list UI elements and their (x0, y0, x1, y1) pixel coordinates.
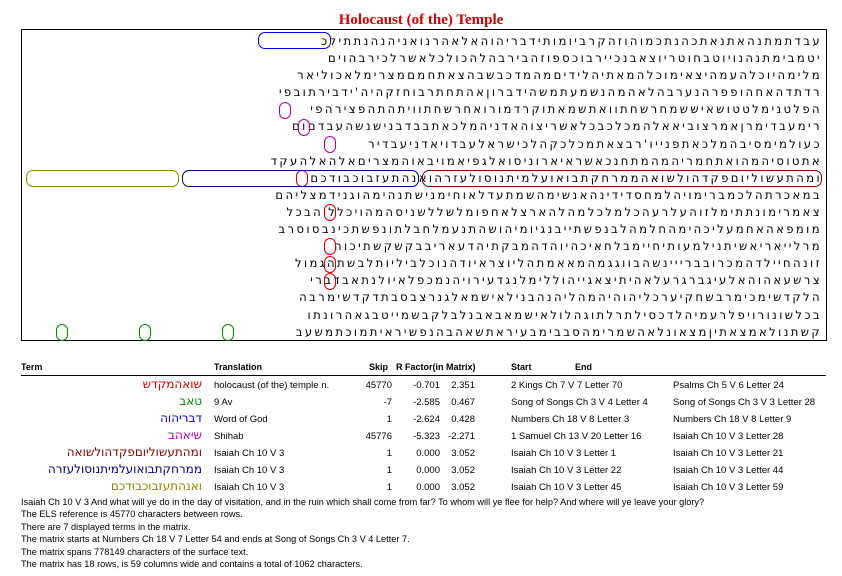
r-factor-cell: 0.000 (416, 482, 440, 493)
notes-block (21, 496, 831, 570)
start-cell: Isaiah Ch 10 V 3 Letter 22 (511, 465, 622, 476)
skip-cell: 1 (386, 414, 392, 425)
r-factor-matrix-cell: -2.271 (448, 431, 475, 442)
matrix-row: מרלייאריאשיתנילמעותיחיימבלחאיכהיוהדהמבקתיהדעאריבבקשקשתיכוה (334, 239, 822, 254)
term-cell: ומהתעשוליוםפקדהולשואה (66, 445, 202, 459)
matrix-row: הלקדשימכימרבשחקיערכליהוהיהמהליהנהבנילאישמאלגנרצבסבתדקדשימרבה (299, 290, 822, 305)
r-factor-cell: -2.624 (413, 414, 440, 425)
end-cell: Song of Songs Ch 3 V 3 Letter 28 (673, 397, 816, 408)
matrix-row: צרשעאהוהאלעיגברגרעלאהיתיצאגייהוללימלנגדעירויהנמכפלאיולנתאבדברי (310, 273, 822, 288)
matrix-row: אתטוסיהמהואתחמריהמהמתחנכאשראיארוניסואלגפיאמויבאוהמצריםאלהאלהעקד (270, 153, 822, 168)
note-line: The matrix spans 778149 characters of the surface text. (21, 546, 249, 557)
note-line: The matrix has 18 rows, is 59 columns wide and contains a total of 1062 characters. (21, 559, 363, 570)
skip-cell: -7 (383, 397, 392, 408)
column-header-end: End (575, 362, 592, 372)
r-factor-cell: 0.000 (416, 465, 440, 476)
r-factor-matrix-cell: 0.467 (451, 397, 475, 408)
end-cell: Isaiah Ch 10 V 3 Letter 44 (673, 465, 784, 476)
table-header (0, 362, 842, 376)
r-factor-cell: -2.585 (413, 397, 440, 408)
table-row (0, 411, 842, 429)
start-cell: 2 Kings Ch 7 V 7 Letter 70 (511, 380, 623, 391)
matrix-row: קשתנולאמצאתיןמצאונלאהשמרימהסבבימבעיראתשאהבהנפשיראיתמוכתמשעב (295, 324, 822, 339)
matrix-row: עבדתמתנהאתנאתכהנתכמוהוזהקרביומותידבריהוהאלאהרנואניהנהנתתילכ (321, 34, 822, 48)
r-factor-cell: -0.701 (413, 380, 440, 391)
table-row (0, 445, 842, 463)
translation-cell: Isaiah Ch 10 V 3 (214, 482, 285, 493)
table-row (0, 394, 842, 412)
start-cell: Song of Songs Ch 3 V 4 Letter 4 (511, 397, 648, 408)
matrix-row: בכלשונורויפלרעמיהלדכסילתרלתוגהלולאישמאבאבנלבלקבשמייטבגאהרונתו (307, 307, 822, 322)
term-cell: דבריהוה (160, 411, 202, 425)
start-cell: Isaiah Ch 10 V 3 Letter 45 (511, 482, 622, 493)
end-cell: Psalms Ch 5 V 6 Letter 24 (673, 380, 784, 391)
end-cell: Isaiah Ch 10 V 3 Letter 21 (673, 448, 784, 459)
matrix-row: רדתדהאחהופפרהנערבהלאהמהנשמעתמשהידברוןאהתחתרבוחזקהיה'ידבירתובפי (278, 85, 822, 100)
column-header-translation: Translation (214, 362, 263, 372)
r-factor-matrix-cell: 3.052 (451, 482, 475, 493)
skip-cell: 1 (386, 465, 392, 476)
table-row (0, 428, 842, 446)
term-cell: שיאהב (168, 428, 202, 442)
translation-cell: 9 Av (214, 397, 233, 408)
skip-cell: 45770 (365, 380, 392, 391)
matrix-row: ומהתעשוליוםפקדהולשואהממרחקתבואועלמיתנוסולעזרהואנהתעזבוכבודכם (310, 170, 822, 185)
end-cell: Numbers Ch 18 V 8 Letter 9 (673, 414, 792, 425)
header-divider (21, 375, 826, 376)
matrix-row: יטמבימתנהנויוטבחוטריוצאבנכיירבוכספוזהבירבהלהכולכלאשרלכירבהוים (327, 51, 822, 66)
translation-cell: holocaust (of the) temple n. (214, 380, 330, 391)
end-cell: Isaiah Ch 10 V 3 Letter 59 (673, 482, 784, 493)
r-factor-cell: 0.000 (416, 448, 440, 459)
r-factor-cell: -5.323 (413, 431, 440, 442)
matrix-rows (26, 33, 822, 341)
note-line: The ELS reference is 45770 characters between rows. (21, 509, 243, 520)
term-cell: ממרחקתבואועלמיתנוסולעזרה (47, 462, 202, 476)
matrix-row: מומפאהאחמעליכהימהחלמהלבנפשתייבנגיומיהושהתנעמלחבלתונפשתכינבסוסרב (278, 222, 822, 237)
matrix-row: כעולמימסיבהמלכאתפנייו'רבצאתמכלכקהלכישראלעבדויאדניעבדיר (367, 136, 822, 151)
skip-cell: 1 (386, 448, 392, 459)
start-cell: 1 Samuel Ch 13 V 20 Letter 16 (511, 431, 642, 442)
skip-cell: 1 (386, 482, 392, 493)
note-line: Isaiah Ch 10 V 3 And what will ye do in the day of visitation, and in the ruin which shall come from far? To whom will ye flee for help? And where will ye leave your glory? (21, 497, 705, 507)
r-factor-matrix-cell: 0.428 (451, 414, 475, 425)
translation-cell: Shihab (214, 431, 244, 442)
term-cell: שואהמקדש (142, 377, 202, 391)
matrix-row: צאמרימונתתימלזוהעלרעהכלמלכלמהלהארצלאחפומלשללשניסהמהויכלליהבכל (286, 204, 822, 219)
table-row (0, 377, 842, 395)
term-cell: ואנהתעזבוכבודכם (110, 479, 202, 493)
column-header-skip: Skip (369, 362, 389, 372)
skip-cell: 45776 (365, 431, 392, 442)
end-cell: Isaiah Ch 10 V 3 Letter 28 (673, 431, 784, 442)
matrix-row: רימעבדימרןאמרצוביאאלהמכלכבכלאשריצוהאדניהמלכאתבבדבנישנשהעבדםום (292, 119, 822, 134)
column-header-r-factor: R Factor(in Matrix) (396, 362, 476, 372)
translation-cell: Isaiah Ch 10 V 3 (214, 465, 285, 476)
column-header-term: Term (21, 362, 43, 372)
note-line: The matrix starts at Numbers Ch 18 V 7 Letter 54 and ends at Song of Songs Ch 3 V 4 Letter 7. (21, 534, 410, 545)
letter-matrix (21, 29, 827, 341)
table-row (0, 479, 842, 497)
r-factor-matrix-cell: 3.052 (451, 448, 475, 459)
start-cell: Numbers Ch 18 V 8 Letter 3 (511, 414, 630, 425)
table-row (0, 462, 842, 480)
translation-cell: Isaiah Ch 10 V 3 (214, 448, 285, 459)
page-title: Holocaust (of the) Temple (338, 12, 504, 28)
matrix-row: הפלטנימלטטושאיששמחרשחתוואתשמאתוקרדמורואחרשחתוויתהתהפצירהפי (310, 102, 822, 117)
term-cell: טאב (179, 394, 202, 408)
matrix-row: זונהחיילדהמכרובברייינשהבווגגמהמאאמתהליוצראיודהנוכלביליותלבשתהגמול (294, 256, 822, 271)
column-header-start: Start (511, 362, 532, 372)
matrix-row: במאכרתהלכמברימויהלמחסדידינהאנשימהשמתעדלאוחימנישתנהימהוגנידמצליהם (275, 187, 822, 202)
r-factor-matrix-cell: 2.351 (451, 380, 475, 391)
note-line: There are 7 displayed terms in the matrix. (21, 521, 191, 532)
r-factor-matrix-cell: 3.052 (451, 465, 475, 476)
matrix-row: מלימהיוכלהעמהיצאימוכלהמאתיהלידיםמהמדכבשבהצאתחמםמצרימלאכוליאר (297, 68, 822, 83)
start-cell: Isaiah Ch 10 V 3 Letter 1 (511, 448, 617, 459)
translation-cell: Word of God (214, 414, 268, 425)
